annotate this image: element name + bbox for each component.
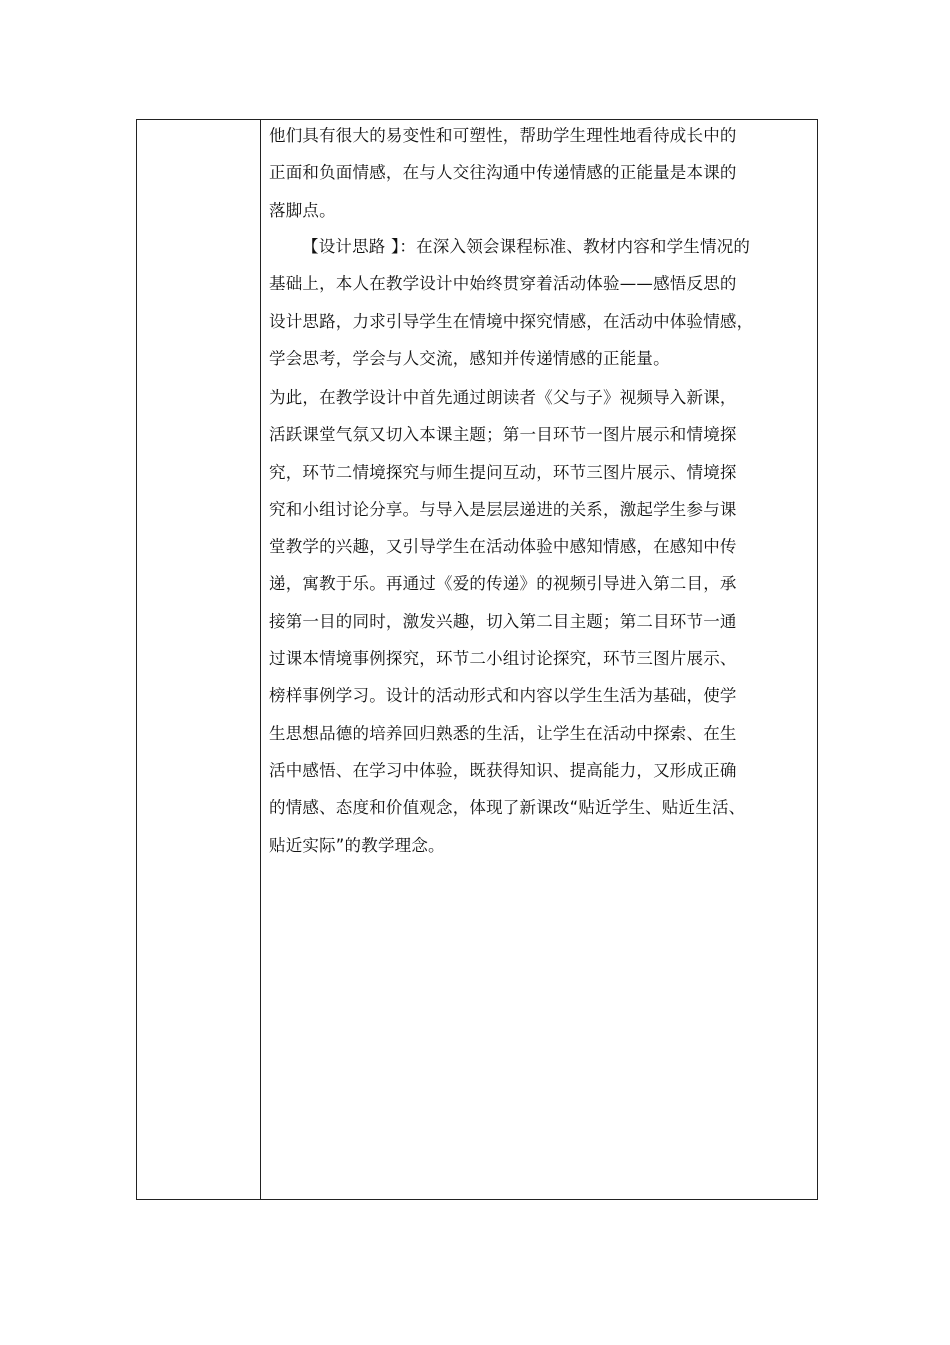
text-line: 究，环节二情境探究与师生提问互动，环节三图片展示、情境探 (269, 462, 737, 482)
intro-paragraph (269, 117, 799, 229)
text-line: 他们具有很大的易变性和可塑性，帮助学生理性地看待成长中的 (269, 126, 737, 145)
text-line: 学会思考，学会与人交流，感知并传递情感的正能量。 (269, 348, 670, 368)
text-line: 【设计思路 】：在深入领会课程标准、教材内容和学生情况的 (302, 237, 751, 256)
text-line: 生思想品德的培养回归熟悉的生活，让学生在活动中探索、在生 (269, 723, 737, 743)
text-line: 落脚点。 (269, 200, 336, 220)
text-line: 正面和负面情感，在与人交往沟通中传递情感的正能量是本课的 (269, 163, 737, 183)
table-left-cell (137, 120, 261, 1199)
text-line: 的情感、态度和价值观念，体现了新课改“贴近学生、贴近生活、 (269, 798, 746, 818)
design-process-paragraph (269, 379, 799, 864)
document-table (136, 119, 818, 1200)
text-line: 接第一目的同时，激发兴趣，切入第二目主题；第二目环节一通 (269, 611, 737, 631)
text-line: 过课本情境事例探究，环节二小组讨论探究，环节三图片展示、 (269, 649, 737, 669)
text-line: 堂教学的兴趣，又引导学生在活动体验中感知情感，在感知中传 (269, 537, 737, 557)
text-line: 基础上，本人在教学设计中始终贯穿着活动体验——感悟反思的 (269, 274, 737, 294)
text-line: 活跃课堂气氛又切入本课主题；第一目环节一图片展示和情境探 (269, 425, 737, 445)
text-line: 为此，在教学设计中首先通过朗读者《父与子》视频导入新课， (269, 388, 737, 407)
text-line: 递，寓教于乐。再通过《爱的传递》的视频引导进入第二目，承 (269, 574, 737, 594)
text-line: 设计思路，力求引导学生在情境中探究情感，在活动中体验情感， (269, 311, 754, 331)
text-line: 活中感悟、在学习中体验，既获得知识、提高能力，又形成正确 (269, 760, 737, 780)
table-right-cell (261, 120, 817, 1199)
text-line: 究和小组讨论分享。与导入是层层递进的关系，激起学生参与课 (269, 499, 737, 519)
text-line: 榜样事例学习。设计的活动形式和内容以学生生活为基础，使学 (269, 686, 737, 706)
design-idea-paragraph (269, 228, 799, 377)
text-line: 贴近实际”的教学理念。 (269, 835, 445, 855)
